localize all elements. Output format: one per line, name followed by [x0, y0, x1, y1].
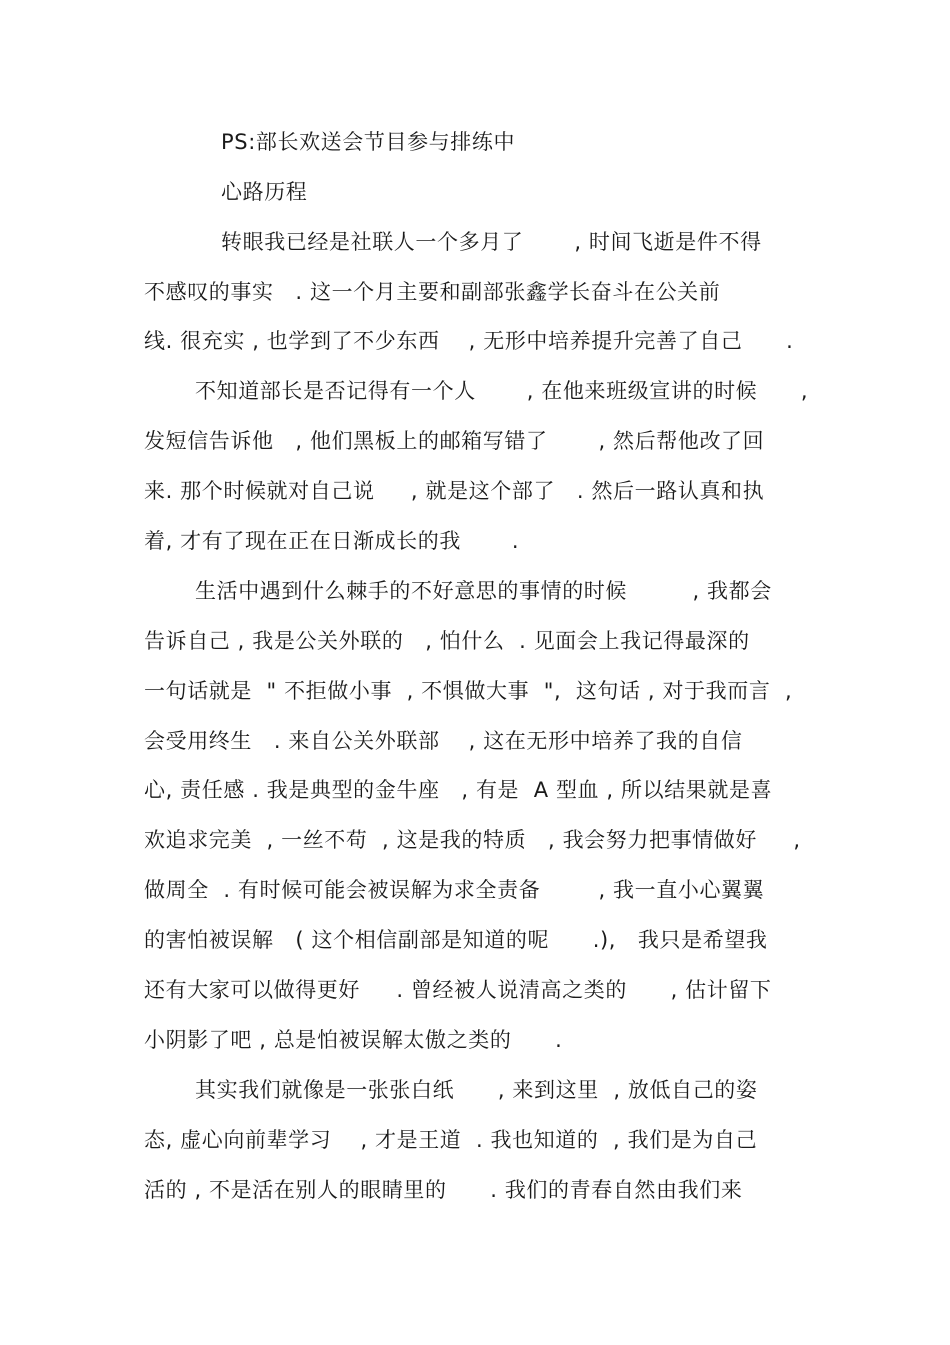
- paragraph-3-line-8: 的害怕被误解 ( 这个相信副部是知道的呢 .), 我只是希望我: [144, 928, 768, 952]
- paragraph-1-line-1: 转眼我已经是社联人一个多月了 , 时间飞逝是件不得: [221, 230, 762, 254]
- paragraph-4-line-1: 其实我们就像是一张张白纸 , 来到这里 , 放低自己的姿: [195, 1078, 758, 1102]
- paragraph-3-line-2: 告诉自己 , 我是公关外联的 , 怕什么 . 见面会上我记得最深的: [144, 629, 750, 653]
- paragraph-3-line-9: 还有大家可以做得更好 . 曾经被人说清高之类的 , 估计留下: [144, 978, 772, 1002]
- paragraph-2-line-4: 着, 才有了现在正在日渐成长的我 .: [144, 529, 520, 553]
- paragraph-2-line-2: 发短信告诉他 , 他们黑板上的邮箱写错了 , 然后帮他改了回: [144, 429, 765, 453]
- paragraph-2-line-1: 不知道部长是否记得有一个人 , 在他来班级宣讲的时候 ,: [195, 379, 809, 403]
- paragraph-3-line-5: 心, 责任感 . 我是典型的金牛座 , 有是 A 型血 , 所以结果就是喜: [144, 778, 773, 802]
- paragraph-3-line-1: 生活中遇到什么棘手的不好意思的事情的时候 , 我都会: [195, 579, 772, 603]
- heading-ps: PS:部长欢送会节目参与排练中: [221, 130, 516, 154]
- paragraph-1-line-2: 不感叹的事实 . 这一个月主要和副部张鑫学长奋斗在公关前: [144, 280, 721, 304]
- paragraph-3-line-10: 小阴影了吧 , 总是怕被误解太傲之类的 .: [144, 1028, 563, 1052]
- paragraph-4-line-2: 态, 虚心向前辈学习 , 才是王道 . 我也知道的 , 我们是为自己: [144, 1128, 758, 1152]
- paragraph-3-line-3: 一句话就是 " 不拒做小事 , 不惧做大事 ", 这句话 , 对于我而言 ,: [144, 679, 793, 703]
- paragraph-4-line-3: 活的 , 不是活在别人的眼睛里的 . 我们的青春自然由我们来: [144, 1178, 743, 1202]
- paragraph-3-line-4: 会受用终生 . 来自公关外联部 , 这在无形中培养了我的自信: [144, 729, 743, 753]
- paragraph-2-line-3: 来. 那个时候就对自己说 , 就是这个部了 . 然后一路认真和执: [144, 479, 765, 503]
- paragraph-3-line-6: 欢追求完美 , 一丝不苟 , 这是我的特质 , 我会努力把事情做好 ,: [144, 828, 801, 852]
- paragraph-3-line-7: 做周全 . 有时候可能会被误解为求全责备 , 我一直小心翼翼: [144, 878, 765, 902]
- heading-title: 心路历程: [221, 180, 308, 204]
- paragraph-1-line-3: 线. 很充实 , 也学到了不少东西 , 无形中培养提升完善了自己 .: [144, 329, 794, 353]
